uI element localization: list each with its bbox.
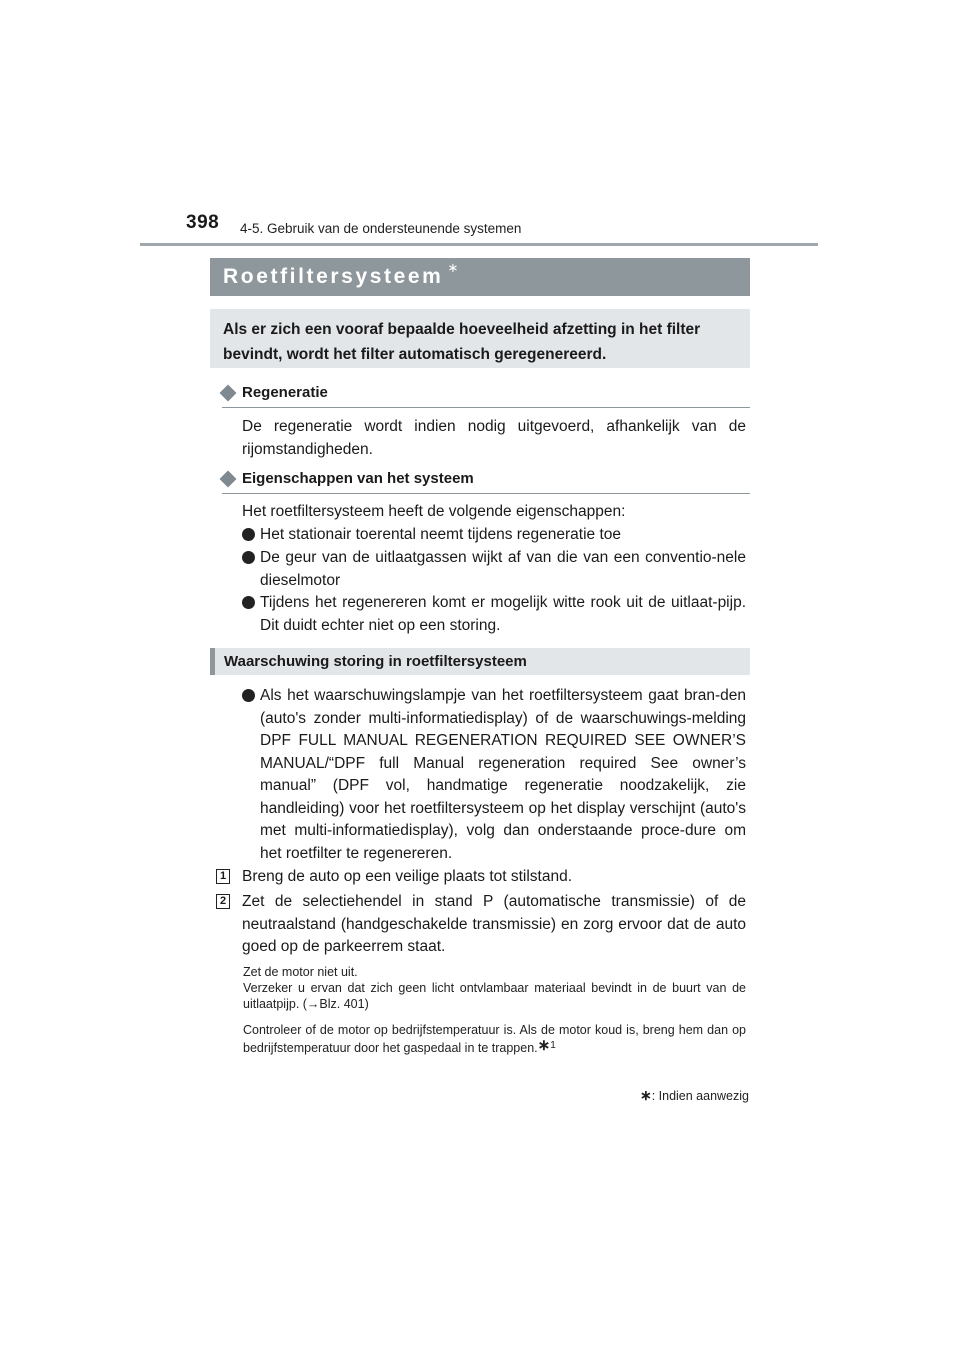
note-safety: Verzeker u ervan dat zich geen licht ontvlambaar materiaal bevindt in de buurt van de uitlaatpijp. (→Blz. 401) (243, 981, 746, 1011)
note-check-temperature-text: Controleer of de motor op bedrijfstemperatuur is. Als de motor koud is, breng hem dan op bedrijfstemperatuur door het gaspedaal in te trappen. (243, 1023, 746, 1055)
diamond-bullet-icon (220, 385, 237, 402)
footnote-star-icon: ∗ (639, 1087, 652, 1103)
step-number-icon: 1 (216, 869, 230, 884)
subheading-regeneration (222, 383, 750, 408)
list-item-text: De geur van de uitlaatgassen wijkt af van die van een conventio-nele dieselmotor (260, 549, 746, 589)
diamond-bullet-icon (220, 471, 237, 488)
subheading-regeneration-label: Regeneratie (242, 384, 328, 401)
note-stop-engine: Zet de motor niet uit. (243, 965, 358, 979)
footnote-text: : Indien aanwezig (651, 1089, 749, 1103)
footnote-star-icon: ∗ (537, 1037, 551, 1054)
list-item (242, 592, 746, 637)
warning-bullet-text: Als het waarschuwingslampje van het roetfiltersysteem gaat bran-den (auto's zonder multi-informatiedisplay) of de waarschuwings-melding DPF FULL MANUAL REGENERATION REQUIRED SEE OWNER’S MANUAL/“DPF full Manual regeneration required See owner’s manual” (DPF vol, handmatige regeneratie noodzakelijk, zie handleiding) voor het roetfiltersysteem op het display verschijnt (auto's met multi-informatiedisplay), volg dan onderstaande proce-dure om het roetfilter te regenereren. (260, 687, 746, 862)
bullet-dot-icon (242, 596, 255, 609)
subheading-properties-label: Eigenschappen van het systeem (242, 470, 474, 487)
warning-heading: Waarschuwing storing in roetfiltersysteem (224, 653, 527, 670)
note-check-temperature (243, 1022, 746, 1056)
list-item-text: Tijdens het regenereren komt er mogelijk witte rook uit de uitlaat-pijp. Dit duidt echter niet op een storing. (260, 594, 746, 634)
section-title-bar (210, 258, 750, 296)
properties-intro: Het roetfiltersysteem heeft de volgende eigenschappen: (242, 503, 626, 520)
list-item (242, 547, 746, 592)
step-text: Zet de selectiehendel in stand P (automatische transmissie) of de neutraalstand (handgeschakelde transmissie) en zorg ervoor dat de auto goed op de parkeerrem staat. (242, 893, 746, 955)
regeneration-text: De regeneratie wordt indien nodig uitgevoerd, afhankelijk van de rijomstandigheden. (242, 418, 746, 458)
list-item-text: Het stationair toerental neemt tijdens regeneratie toe (260, 526, 622, 543)
chapter-title: 4-5. Gebruik van de ondersteunende systemen (240, 221, 522, 236)
step-number-icon: 2 (216, 894, 230, 909)
bullet-dot-icon (242, 551, 255, 564)
step-1 (219, 866, 746, 889)
footnote (640, 1087, 749, 1104)
subheading-properties (222, 469, 750, 494)
note-block (243, 964, 746, 1012)
page-number: 398 (186, 212, 220, 233)
section-title: Roetfiltersysteem (223, 265, 444, 288)
intro-box: Als er zich een vooraf bepaalde hoeveelheid afzetting in het filter bevindt, wordt het filter automatisch geregenereerd. (210, 309, 750, 368)
bullet-dot-icon (242, 689, 255, 702)
optional-equipment-star-icon: ∗ (447, 260, 459, 275)
step-text: Breng de auto op een veilige plaats tot stilstand. (242, 868, 573, 885)
warning-heading-bar (210, 648, 750, 675)
step-2 (219, 891, 746, 959)
warning-bullet (242, 685, 746, 865)
list-item (242, 524, 746, 547)
bullet-dot-icon (242, 528, 255, 541)
header-divider (140, 243, 818, 246)
footnote-reference: 1 (550, 1040, 556, 1051)
